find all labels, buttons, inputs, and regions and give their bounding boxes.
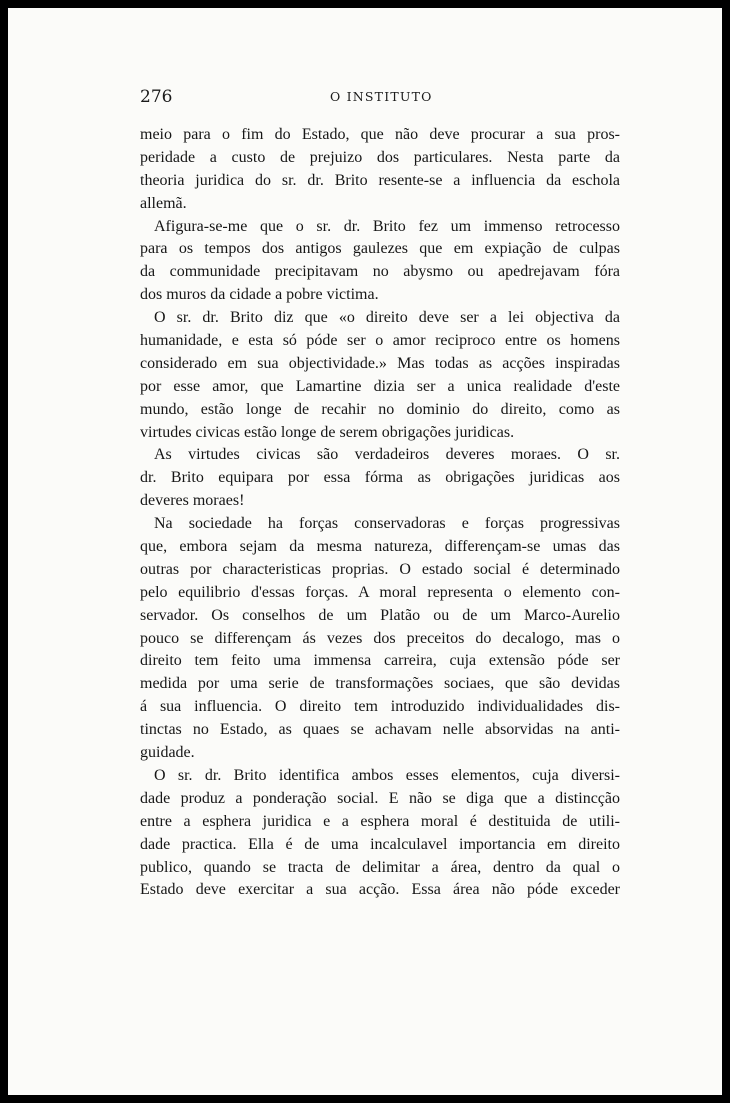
text-line: medida por uma serie de transformações sociaes, que são devidas bbox=[140, 675, 620, 693]
text-line: Na sociedade ha forças conservadoras e forças progressivas bbox=[154, 515, 620, 533]
paragraph bbox=[140, 124, 620, 216]
text-line: deveres moraes! bbox=[140, 492, 245, 510]
text-line: guidade. bbox=[140, 744, 195, 762]
text-line: dr. Brito equipara por essa fórma as obrigações juridicas aos bbox=[140, 469, 620, 487]
text-line: allemã. bbox=[140, 194, 187, 212]
text-line: por esse amor, que Lamartine dizia ser a unica realidade d'este bbox=[140, 377, 620, 395]
text-line: publico, quando se tracta de delimitar a área, dentro da qual o bbox=[140, 858, 620, 876]
text-line: para os tempos dos antigos gaulezes que em expiação de culpas bbox=[140, 240, 620, 258]
page-scan bbox=[8, 8, 722, 1095]
page-header bbox=[140, 87, 630, 111]
paragraph bbox=[140, 444, 620, 513]
running-title: O INSTITUTO bbox=[330, 89, 433, 104]
paragraph bbox=[140, 307, 620, 444]
text-line: da communidade precipitavam no abysmo ou apedrejavam fóra bbox=[140, 263, 620, 281]
text-line: O sr. dr. Brito identifica ambos esses elementos, cuja diversi- bbox=[154, 766, 620, 784]
text-line: á sua influencia. O direito tem introduzido individualidades dis- bbox=[140, 698, 620, 716]
text-line: pouco se differençam ás vezes dos preceitos do decalogo, mas o bbox=[140, 629, 620, 647]
text-line: peridade a custo de prejuizo dos particulares. Nesta parte da bbox=[140, 148, 620, 166]
text-line: dade produz a ponderação social. E não se diga que a distincção bbox=[140, 789, 620, 807]
text-line: Afigura-se-me que o sr. dr. Brito fez um immenso retrocesso bbox=[154, 217, 620, 235]
paragraph bbox=[140, 765, 620, 902]
text-line: humanidade, e esta só póde ser o amor reciproco entre os homens bbox=[140, 332, 620, 350]
text-line: tinctas no Estado, as quaes se achavam nelle absorvidas na anti- bbox=[140, 721, 620, 739]
body-text bbox=[140, 124, 620, 902]
paragraph bbox=[140, 513, 620, 765]
text-line: pelo equilibrio d'essas forças. A moral representa o elemento con- bbox=[140, 583, 620, 601]
text-line: dos muros da cidade a pobre victima. bbox=[140, 286, 379, 304]
text-line: O sr. dr. Brito diz que «o direito deve ser a lei objectiva da bbox=[154, 309, 620, 327]
text-line: outras por characteristicas proprias. O estado social é determinado bbox=[140, 560, 620, 578]
text-line: theoria juridica do sr. dr. Brito resente-se a influencia da eschola bbox=[140, 171, 620, 189]
text-line: virtudes civicas estão longe de serem obrigações juridicas. bbox=[140, 423, 515, 441]
text-line: direito tem feito uma immensa carreira, cuja extensão póde ser bbox=[140, 652, 620, 670]
text-line: dade practica. Ella é de uma incalculavel importancia em direito bbox=[140, 835, 620, 853]
text-line: mundo, estão longe de recahir no dominio do direito, como as bbox=[140, 400, 620, 418]
page-number: 276 bbox=[140, 87, 173, 107]
text-line: Estado deve exercitar a sua acção. Essa área não póde exceder bbox=[140, 881, 620, 899]
text-line: meio para o fim do Estado, que não deve procurar a sua pros- bbox=[140, 126, 620, 143]
text-line: considerado em sua objectividade.» Mas todas as acções inspiradas bbox=[140, 354, 620, 372]
text-line: que, embora sejam da mesma natureza, differençam-se umas das bbox=[140, 538, 620, 556]
text-line: entre a esphera juridica e a esphera moral é destituida de utili- bbox=[140, 812, 620, 830]
text-line: servador. Os conselhos de um Platão ou de um Marco-Aurelio bbox=[140, 606, 620, 624]
text-line: As virtudes civicas são verdadeiros deveres moraes. O sr. bbox=[154, 446, 620, 464]
paragraph bbox=[140, 216, 620, 308]
